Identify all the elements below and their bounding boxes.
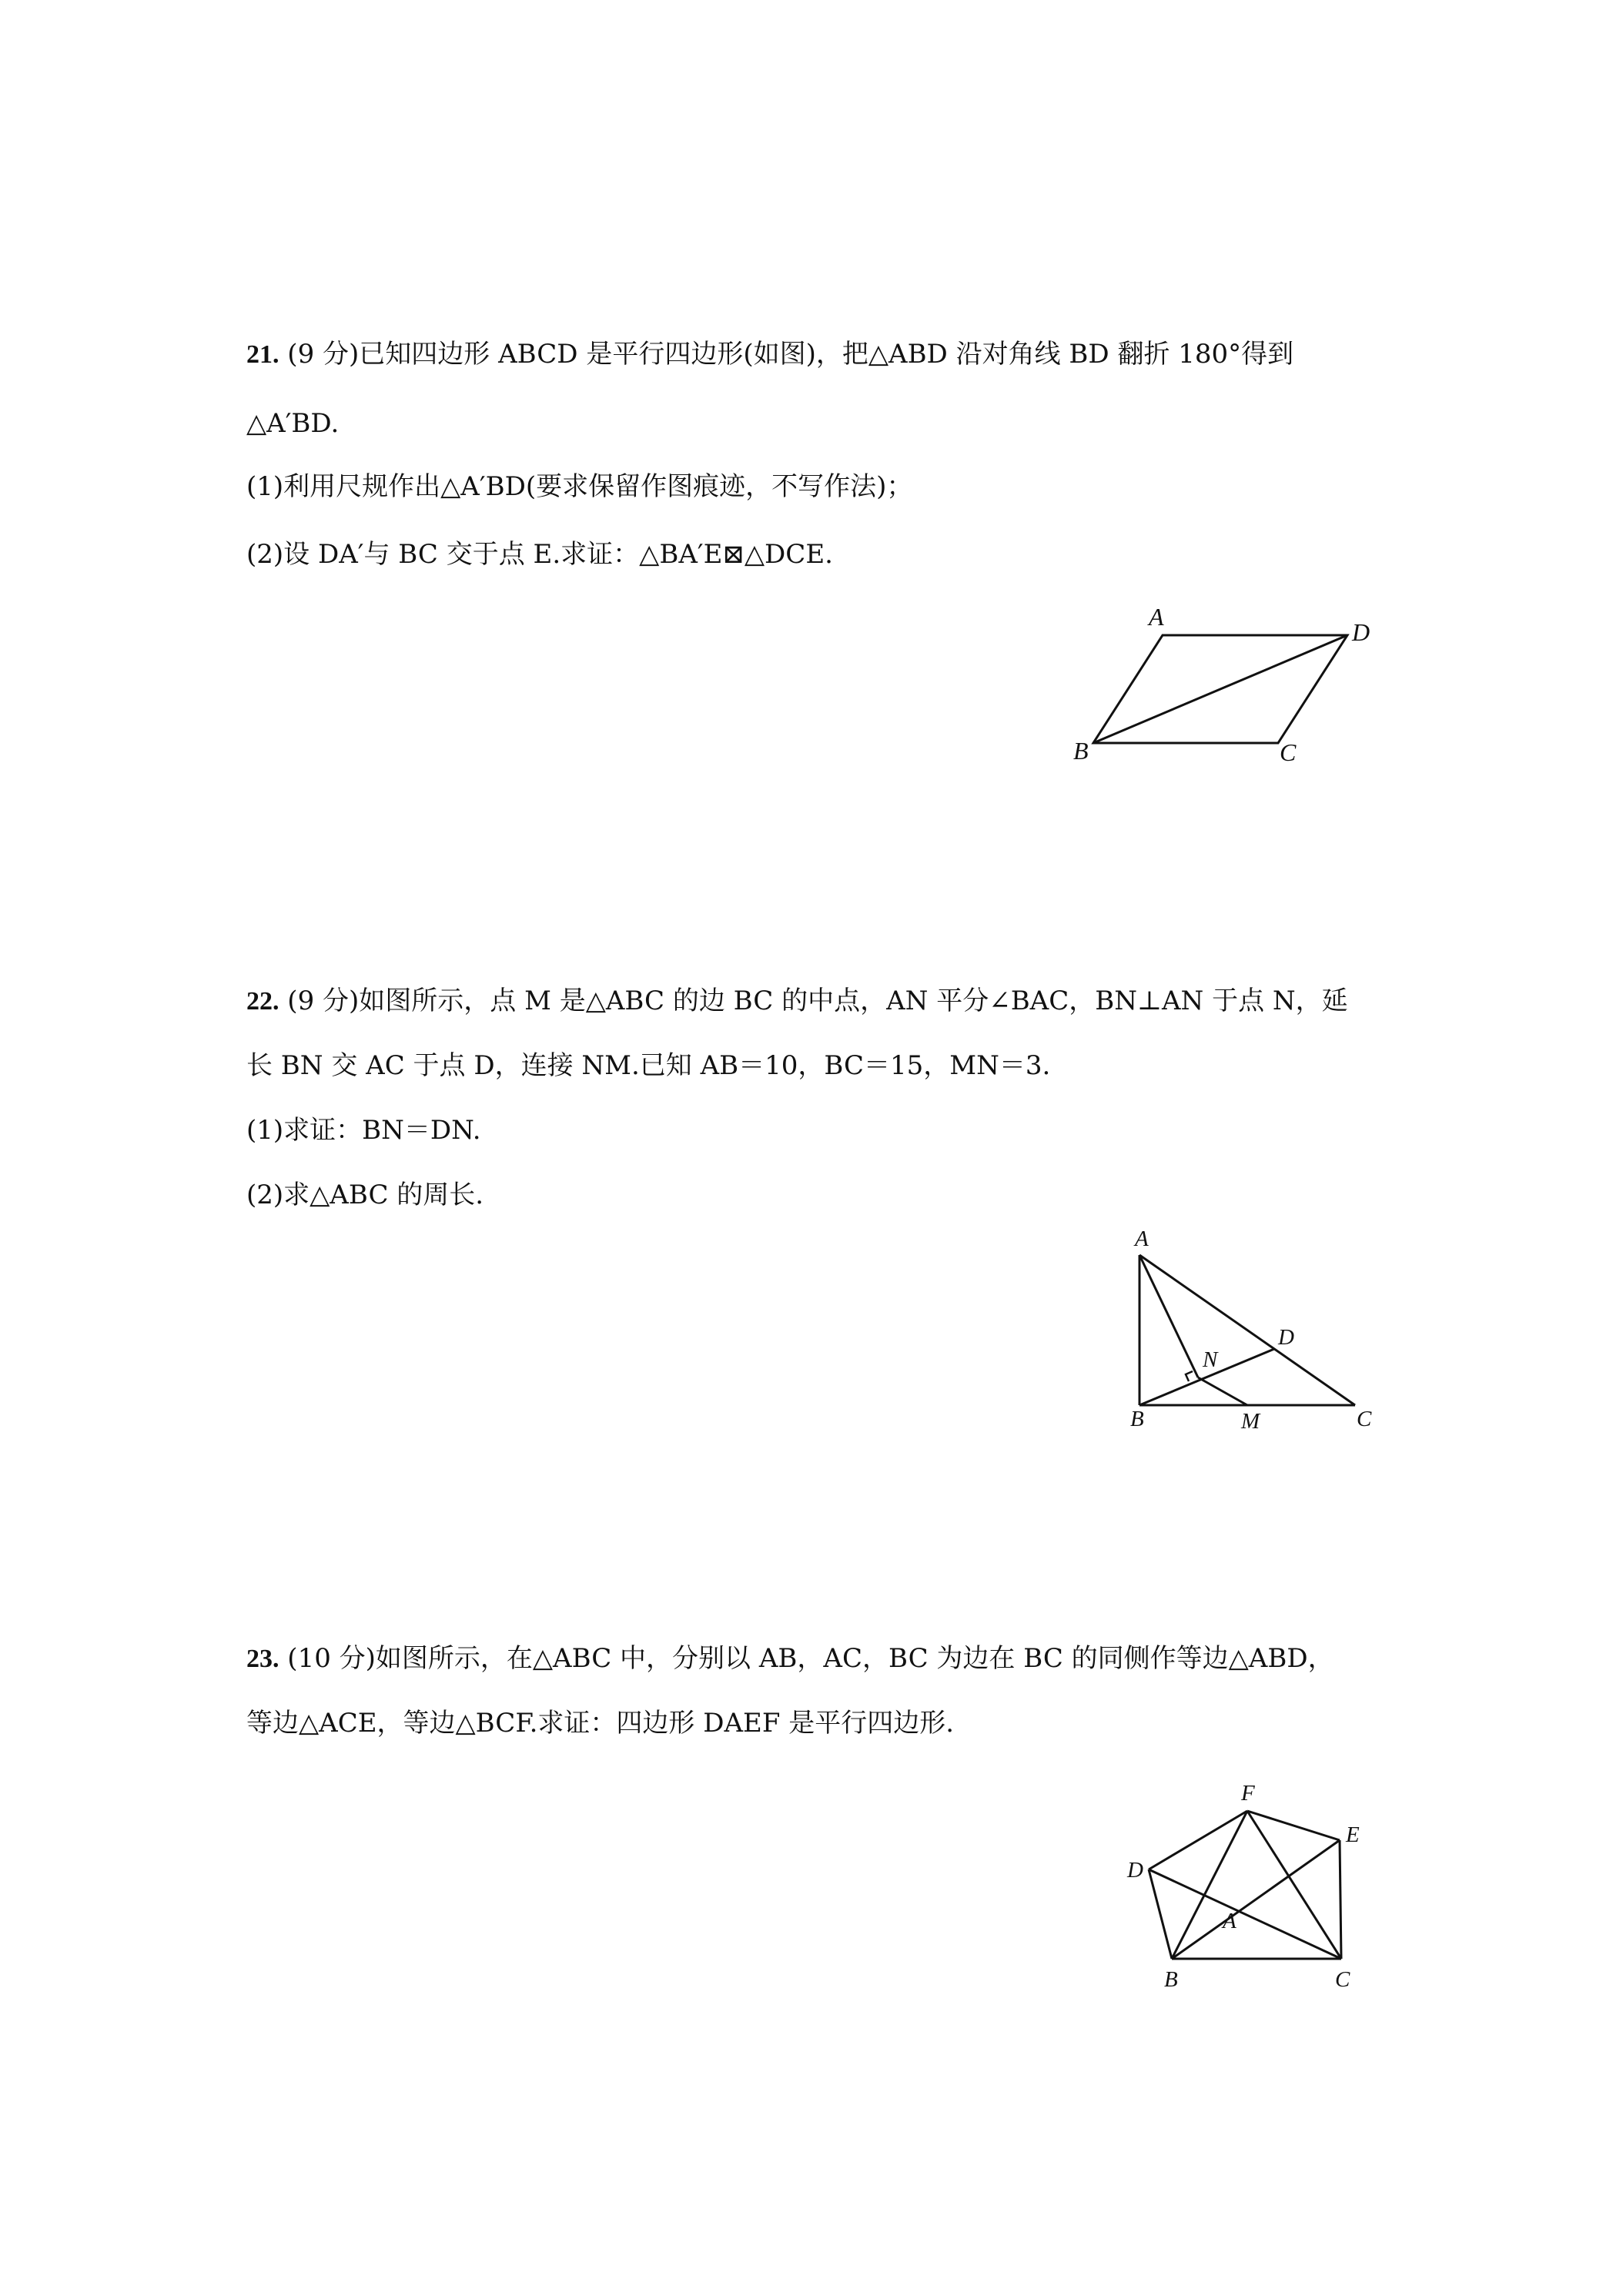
q21-line-1 [246, 337, 1293, 372]
segment-ec [1340, 1840, 1341, 1959]
label-a: A [1223, 1909, 1236, 1933]
label-f: F [1241, 1781, 1255, 1806]
segment-an [1139, 1255, 1198, 1377]
label-c: C [1280, 738, 1297, 766]
q21-text-1: (9 分)已知四边形 ABCD 是平行四边形(如图)，把△ABD 沿对角线 BD 翻折 180°得到 [279, 339, 1294, 370]
q22-line-2: 长 BN 交 AC 于点 D，连接 NM.已知 AB＝10，BC＝15，MN＝3. [246, 1050, 1051, 1081]
label-c: C [1357, 1407, 1372, 1431]
q23-text-1: (10 分)如图所示，在△ABC 中，分别以 AB，AC，BC 为边在 BC 的同侧作等边△ABD， [279, 1643, 1334, 1674]
q22-part-1: (1)求证：BN＝DN. [246, 1115, 481, 1146]
q21-part-1: (1)利用尺规作出△A′BD(要求保留作图痕迹，不写作法)； [246, 471, 913, 502]
q23-figure [1109, 1771, 1386, 2005]
q22-text-1: (9 分)如图所示，点 M 是△ABC 的边 BC 的中点，AN 平分∠BAC，BN⊥AN 于点 N，延 [279, 986, 1348, 1016]
q22-line-1 [246, 984, 1348, 1019]
label-m: M [1241, 1409, 1260, 1434]
q21-part-2: (2)设 DA′与 BC 交于点 E.求证：△BA′E⊠△DCE. [246, 539, 833, 570]
q21-number: 21. [246, 340, 279, 369]
label-c: C [1335, 1967, 1350, 1992]
label-a: A [1149, 603, 1164, 631]
side-ac [1139, 1255, 1355, 1405]
q23-line-1 [246, 1642, 1334, 1676]
q21-figure [1062, 601, 1386, 773]
q22-figure [1109, 1224, 1386, 1443]
segment-db [1149, 1869, 1172, 1959]
label-d: D [1352, 618, 1370, 646]
diagonal-bd [1093, 635, 1347, 743]
label-b: B [1073, 737, 1089, 765]
q23-number: 23. [246, 1645, 279, 1673]
q23-line-2: 等边△ACE，等边△BCF.求证：四边形 DAEF 是平行四边形. [246, 1708, 955, 1739]
label-b: B [1164, 1967, 1178, 1992]
segment-nm [1198, 1377, 1247, 1405]
label-d: D [1278, 1325, 1294, 1350]
label-b: B [1130, 1407, 1144, 1431]
q22-number: 22. [246, 987, 279, 1016]
segment-be [1172, 1840, 1340, 1959]
q22-part-2: (2)求△ABC 的周长. [246, 1180, 484, 1210]
label-e: E [1346, 1822, 1360, 1847]
label-a: A [1135, 1227, 1149, 1251]
label-n: N [1203, 1347, 1218, 1372]
label-d: D [1127, 1858, 1143, 1883]
segment-fe [1247, 1811, 1340, 1840]
q21-line-2: △A′BD. [246, 408, 340, 439]
right-angle-mark [1186, 1371, 1193, 1381]
